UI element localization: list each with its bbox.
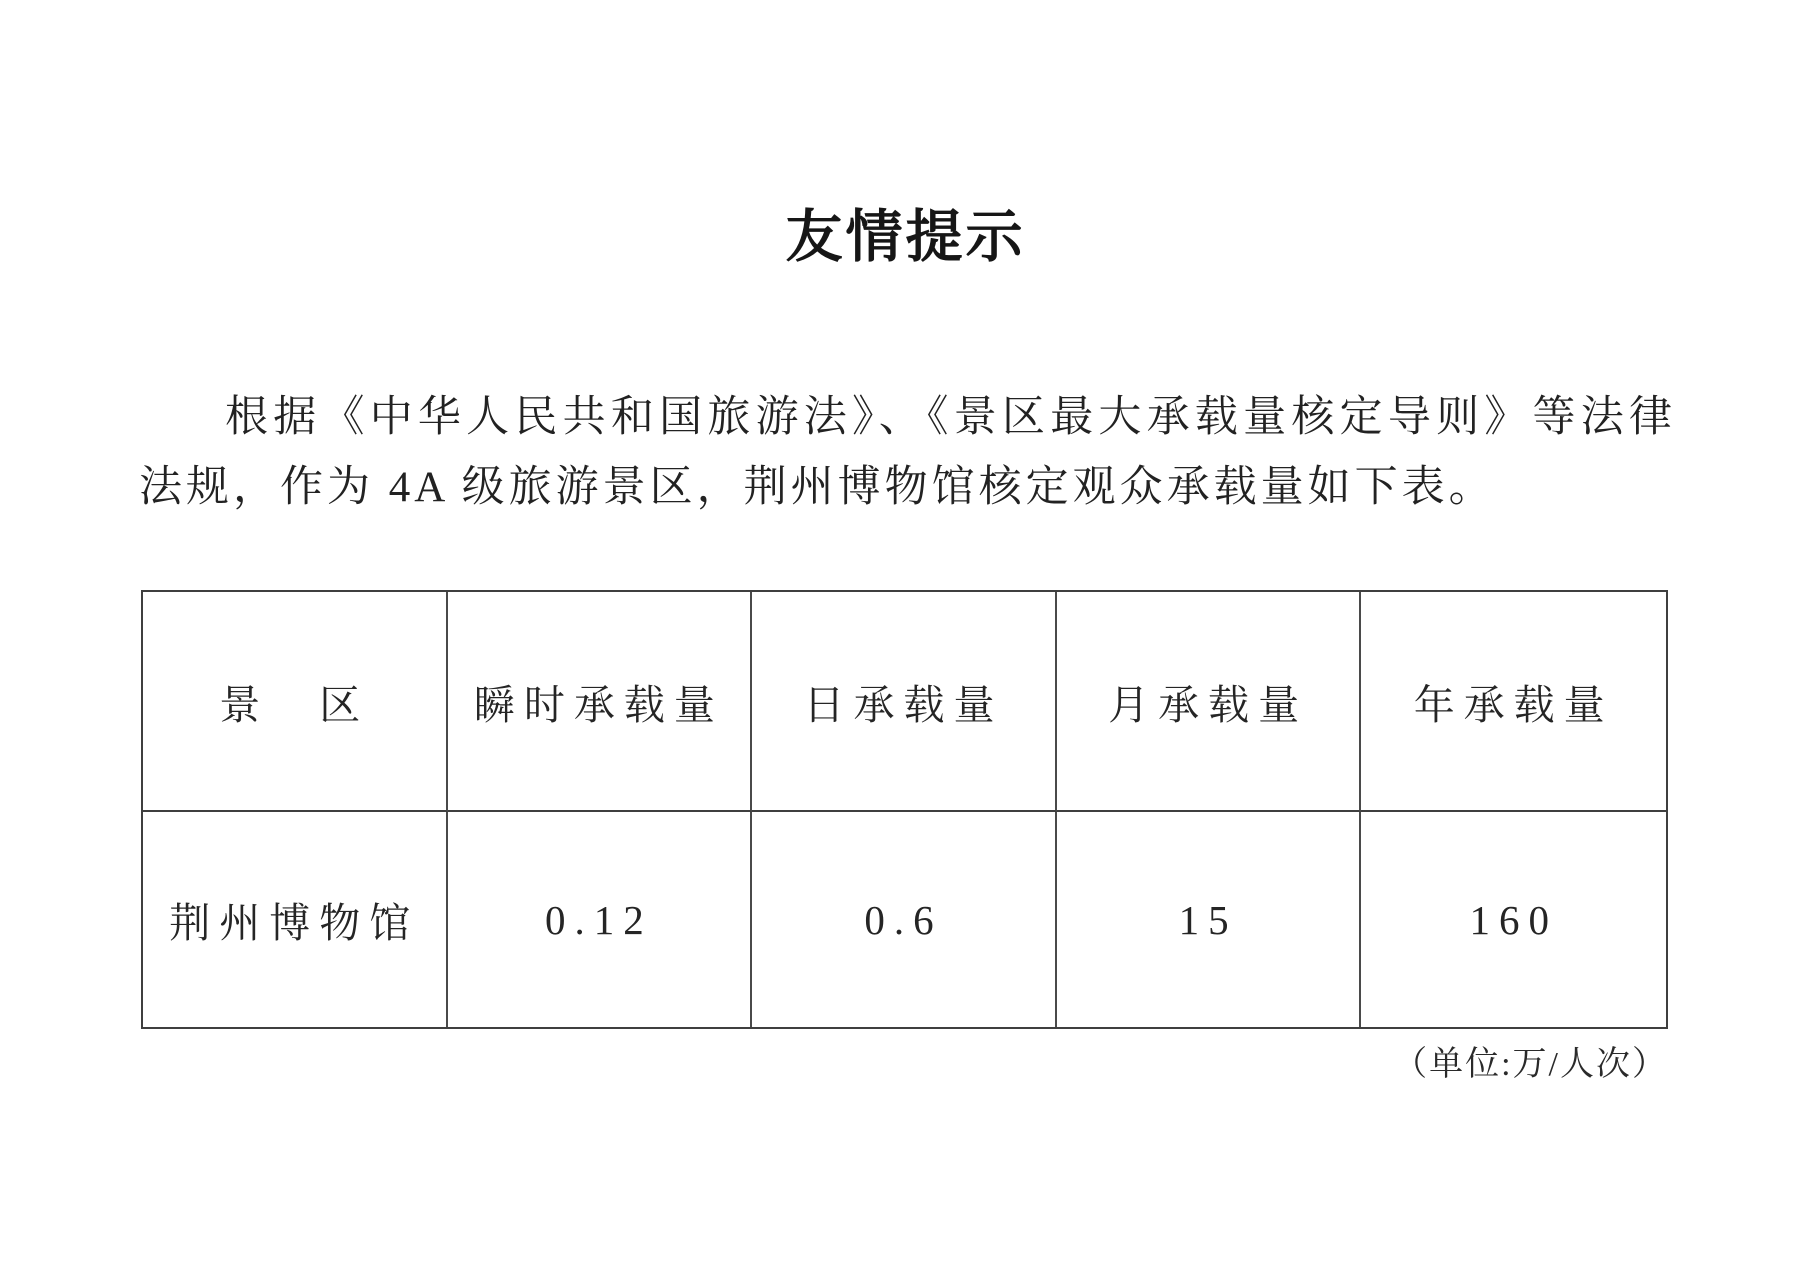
table-cell-monthly-capacity-value: 15 (1057, 812, 1362, 1027)
intro-paragraph (139, 383, 1672, 523)
intro-paragraph-line2: 法规，作为 4A 级旅游景区，荆州博物馆核定观众承载量如下表。 (139, 464, 1496, 511)
table-header-yearly-capacity: 年承载量 (1361, 592, 1666, 812)
table-header-scenic-area: 景 区 (143, 592, 448, 812)
table-cell-daily-capacity-value: 0.6 (752, 812, 1057, 1027)
intro-paragraph-line1: 根据《中华人民共和国旅游法》、《景区最大承载量核定导则》等法律 (225, 394, 1672, 441)
table-header-instant-capacity: 瞬时承载量 (448, 592, 753, 812)
table-header-daily-capacity: 日承载量 (752, 592, 1057, 812)
table-header-monthly-capacity: 月承载量 (1057, 592, 1362, 812)
table-cell-instant-capacity-value: 0.12 (448, 812, 753, 1027)
page-title: 友情提示 (785, 206, 1026, 269)
table-cell-scenic-area-name: 荆州博物馆 (143, 812, 448, 1027)
capacity-table (141, 590, 1668, 1029)
unit-note: （单位:万/人次） (1393, 1046, 1668, 1083)
table-cell-yearly-capacity-value: 160 (1469, 896, 1558, 943)
